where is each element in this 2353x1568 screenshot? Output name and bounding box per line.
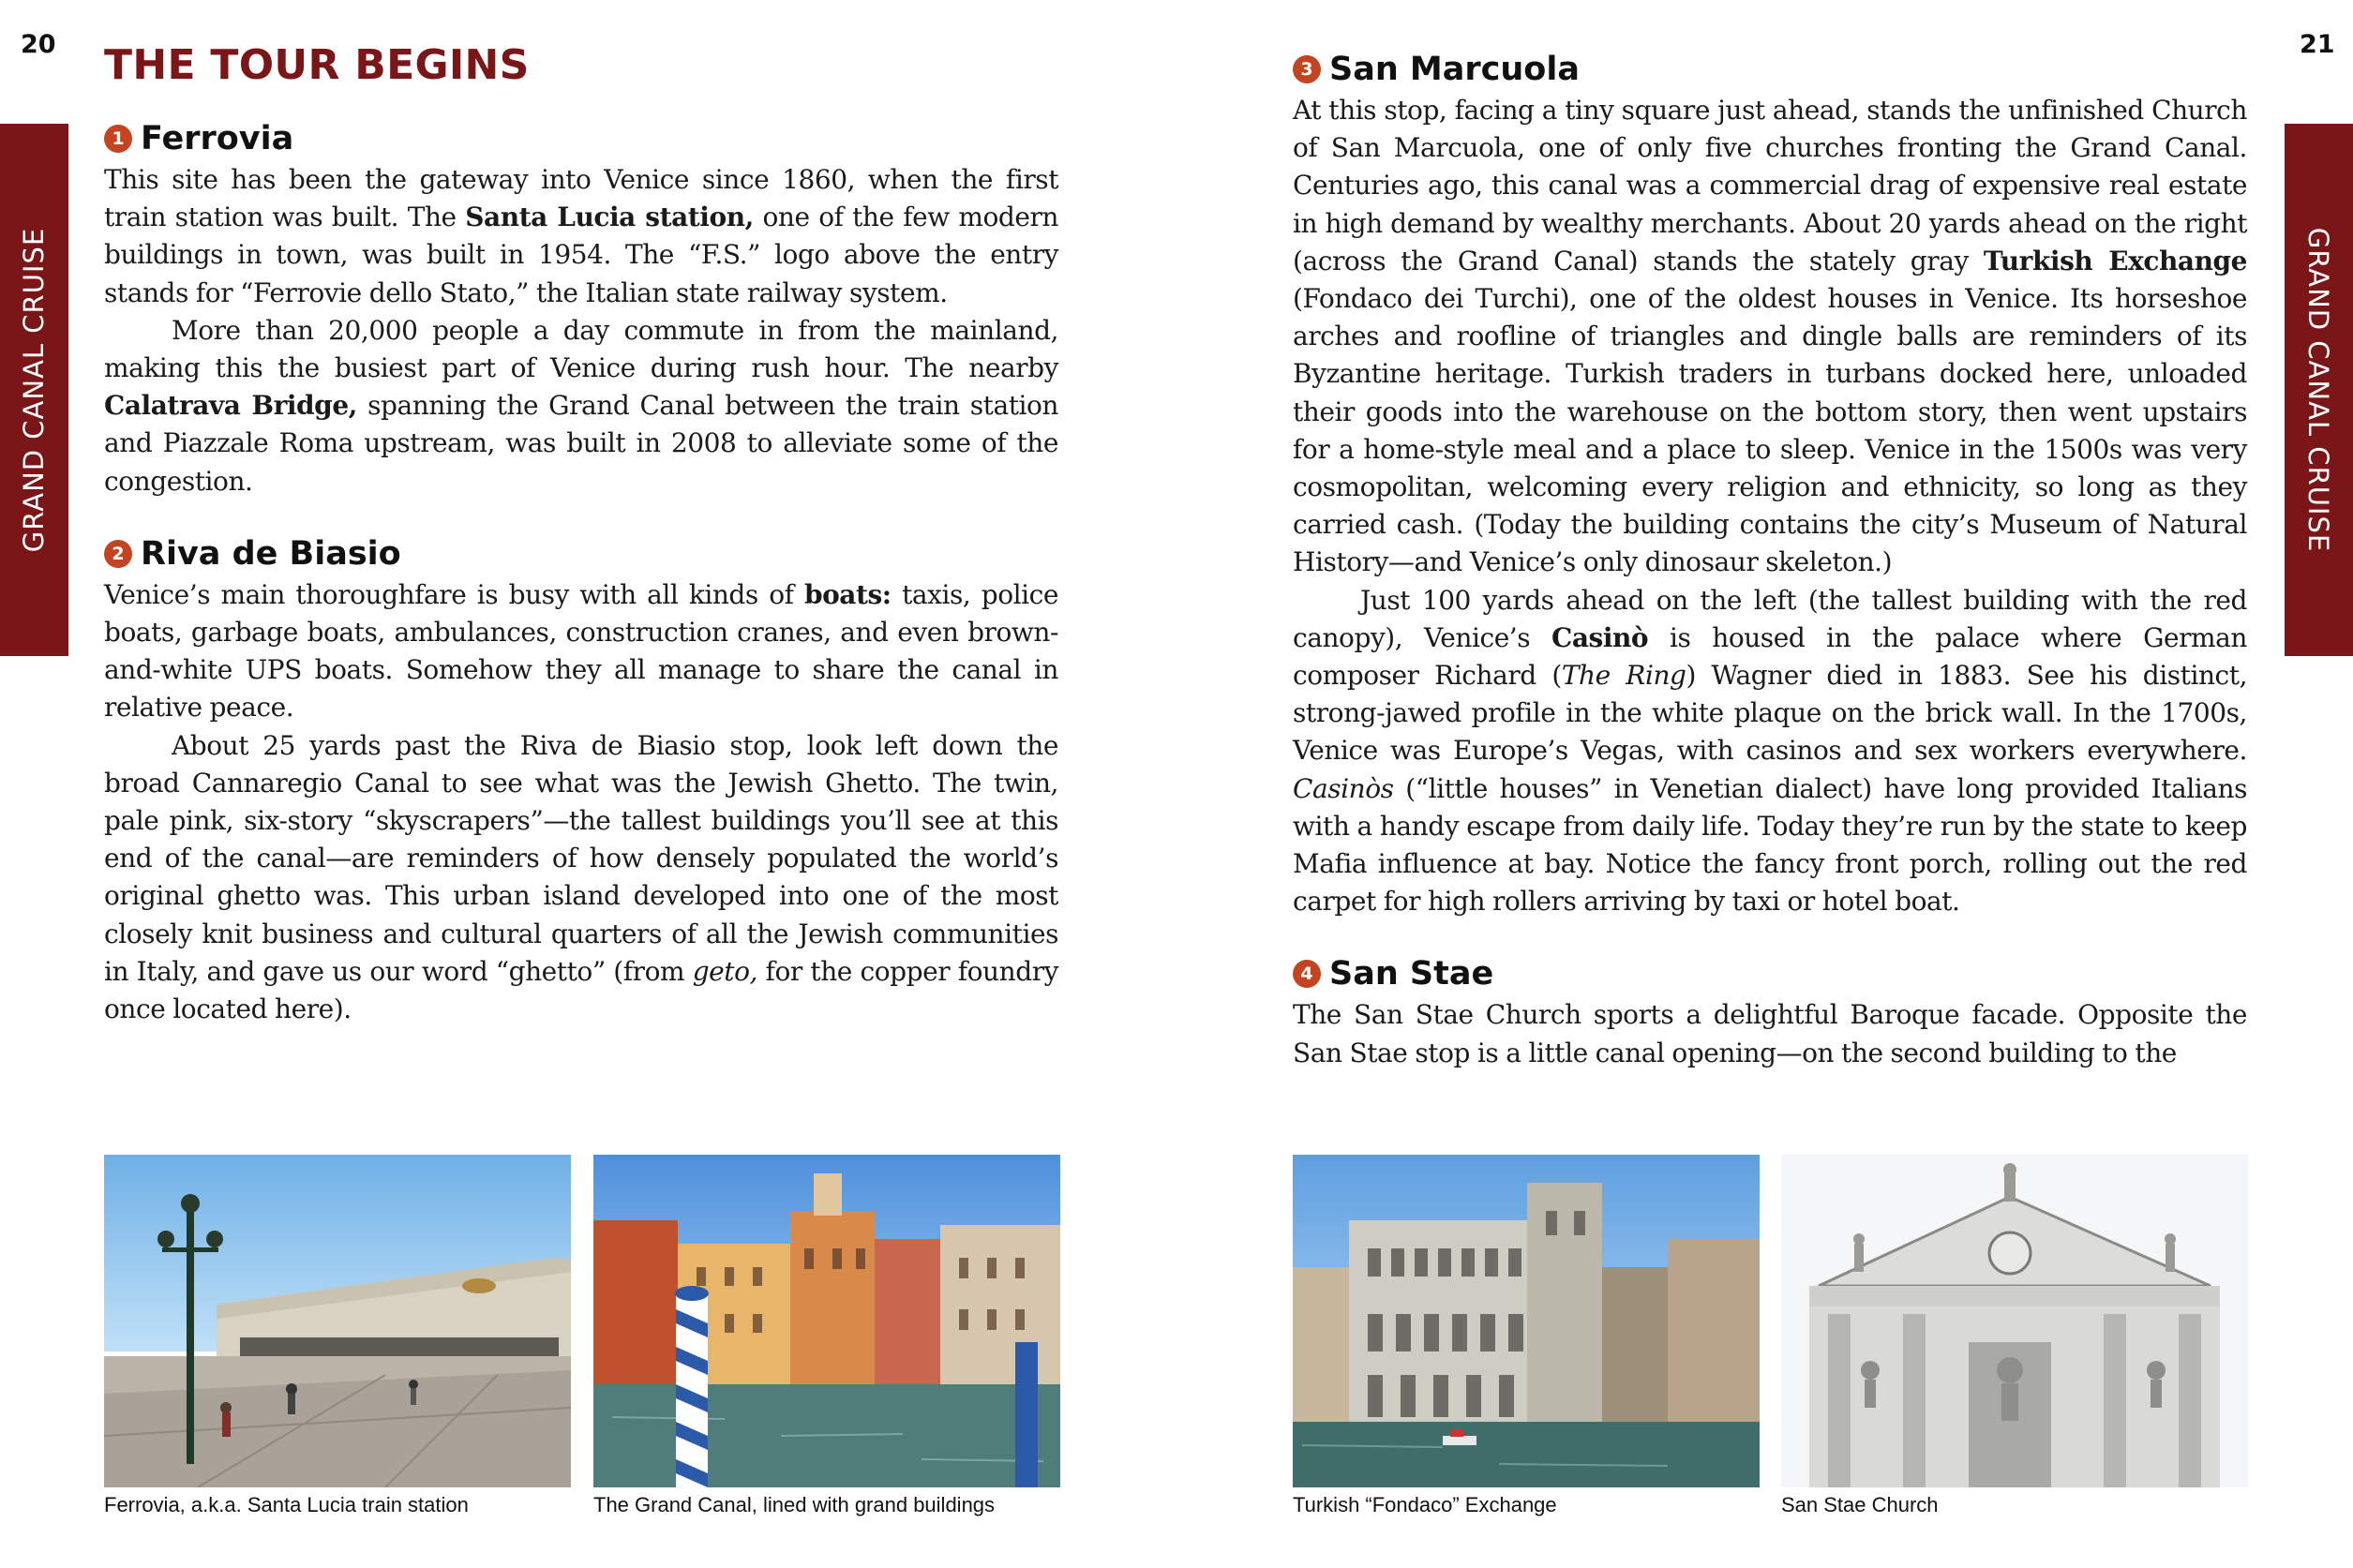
section-title: Ferrovia <box>141 120 294 157</box>
text-run: taxis, police boats, garbage boats, ambulances, construction cranes, and even brown-and-white UPS boats. Somehow they all manage to share the canal in relative peace. <box>104 578 1059 724</box>
photo-santa-lucia-station <box>104 1155 571 1487</box>
bold-term: Casinò <box>1551 621 1649 653</box>
section-riva-de-biasio <box>104 531 1058 1028</box>
paragraph <box>104 727 1058 1029</box>
stop-number-badge: 2 <box>104 540 132 568</box>
section-title: San Marcuola <box>1329 51 1580 88</box>
side-tab-left <box>0 124 68 656</box>
text-run: (“little houses” in Venetian dialect) have long provided Italians with a handy escape from daily life. Today they’re run by the state to keep Mafia influence at bay. Notice the fancy front porch, rolling out the red carpet for high rollers arriving by taxi or hotel boat. <box>1293 772 2247 918</box>
left-column <box>104 116 1058 1028</box>
photo-caption: Turkish “Fondaco” Exchange <box>1293 1493 1557 1516</box>
photo-caption: San Stae Church <box>1781 1493 1939 1516</box>
text-run: At this stop, facing a tiny square just ahead, stands the unfinished Church of San Marcuola, one of only five churches fronting the Grand Canal. Centuries ago, this canal was a commercial drag of expensive real estate in high demand by wealthy merchants. About 20 yards ahead on the right (across the Grand Canal) stands the stately gray <box>1293 95 2247 276</box>
paragraph <box>1293 996 2247 1071</box>
italic-term: The Ring <box>1561 660 1686 692</box>
photo-caption: The Grand Canal, lined with grand buildings <box>593 1493 996 1516</box>
paragraph <box>1293 92 2247 582</box>
section-ferrovia <box>104 116 1058 500</box>
text-run: This site has been the gateway into Venice since 1860, when the first train station was built. The <box>104 164 1058 233</box>
text-run: is housed in the palace where German composer Richard ( <box>1293 621 2247 692</box>
section-title: Riva de Biasio <box>141 534 401 573</box>
photo-caption: Ferrovia, a.k.a. Santa Lucia train station <box>104 1493 469 1516</box>
paragraph <box>104 312 1058 500</box>
section-heading <box>104 531 1058 576</box>
italic-term: Casinòs <box>1293 772 1394 804</box>
text-run: Venice’s main thoroughfare is busy with all kinds of <box>104 578 804 610</box>
section-san-stae <box>1293 951 2247 1071</box>
text-run: ) Wagner died in 1883. See his distinct, strong-jawed profile in the white plaque on the brick wall. In the 1700s, Venice was Europe’s Vegas, with casinos and sex workers everywhere. <box>1293 660 2248 767</box>
section-heading <box>1293 47 2247 92</box>
photo-grand-canal <box>593 1155 1060 1487</box>
page-number-left: 20 <box>21 30 56 59</box>
text-run: for the copper foundry once located here). <box>104 955 1059 1025</box>
text-run: Just 100 yards ahead on the left (the tallest building with the red canopy), Venice’s <box>1293 584 2247 653</box>
stop-number-badge: 4 <box>1293 960 1321 988</box>
bold-term: boats: <box>803 578 892 610</box>
text-run: spanning the Grand Canal between the train station and Piazzale Roma upstream, was built in 2008 to alleviate some of the congestion. <box>104 390 1058 497</box>
bold-term: Calatrava Bridge, <box>104 390 357 422</box>
side-tab-label: GRAND CANAL CRUISE <box>18 227 51 553</box>
paragraph <box>1293 582 2247 921</box>
photo-san-stae-church <box>1781 1155 2248 1487</box>
right-column <box>1293 47 2247 1072</box>
bold-term: Turkish Exchange <box>1983 245 2247 276</box>
section-heading <box>104 116 1058 161</box>
text-run: (Fondaco dei Turchi), one of the oldest houses in Venice. Its horseshoe arches and roofline of triangles and dingle balls are reminders of its Byzantine heritage. Turkish traders in turbans docked here, unloaded their goods into the warehouse on the bottom story, then went upstairs for a home-style meal and a place to sleep. Venice in the 1500s was very cosmopolitan, welcoming every religion and ethnicity, so long as they carried cash. (Today the building contains the city’s Museum of Natural History—and Venice’s only dinosaur skeleton.) <box>1293 283 2247 578</box>
section-title: San Stae <box>1329 955 1494 993</box>
paragraph <box>104 161 1058 312</box>
stop-number-badge: 3 <box>1293 55 1321 83</box>
text-run: More than 20,000 people a day commute in from the mainland, making this the busiest part of Venice during rush hour. The nearby <box>104 314 1058 384</box>
italic-term: geto, <box>692 955 757 987</box>
paragraph <box>104 576 1058 727</box>
bold-term: Santa Lucia station, <box>465 202 754 233</box>
side-tab-right <box>2285 124 2353 656</box>
stop-number-badge: 1 <box>104 125 132 153</box>
photo-turkish-exchange <box>1293 1155 1760 1487</box>
side-tab-label: GRAND CANAL CRUISE <box>2302 227 2335 553</box>
text-run: one of the few modern buildings in town, was built in 1954. The “F.S.” logo above the entry stands for “Ferrovie dello Stato,” the Italian state railway system. <box>104 202 1058 308</box>
text-run: The San Stae Church sports a delightful Baroque facade. Opposite the San Stae stop is a little canal opening—on the second building to the <box>1293 999 2247 1068</box>
text-run: About 25 yards past the Riva de Biasio stop, look left down the broad Cannaregio Canal to see what was the Jewish Ghetto. The twin, pale pink, six-story “skyscrapers”—the tallest buildings you’ll see at this end of the canal—are reminders of how densely populated the world’s original ghetto was. This urban island developed into one of the most closely knit business and cultural quarters of all the Jewish communities in Italy, and gave us our word “ghetto” (from <box>104 729 1058 987</box>
section-heading <box>1293 951 2247 996</box>
page-title: THE TOUR BEGINS <box>104 41 530 89</box>
page-number-right: 21 <box>2300 30 2335 59</box>
section-san-marcuola <box>1293 47 2247 920</box>
